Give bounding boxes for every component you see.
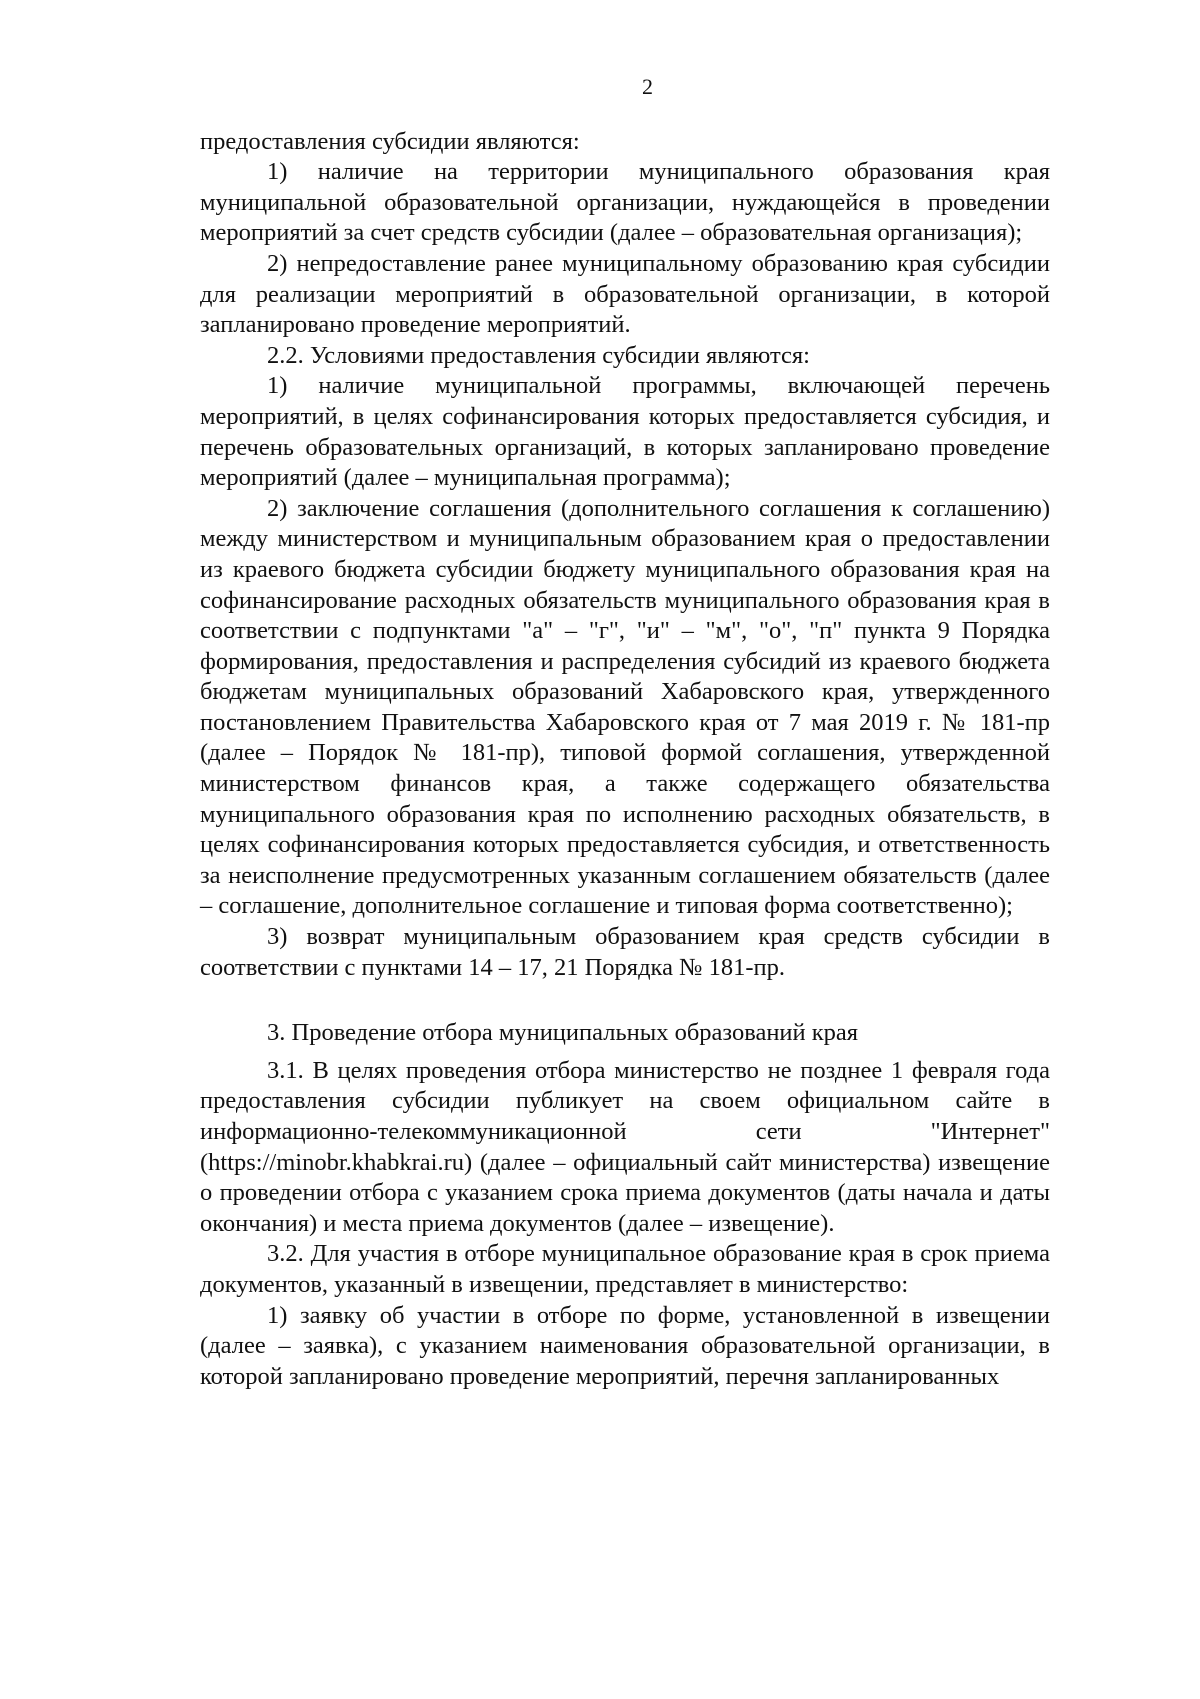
page-number: 2 [642,74,653,99]
section-title: 3. Проведение отбора муниципальных образований края [267,1019,859,1047]
paragraph-3-2-item-1: 1) заявку об участии в отборе по форме, установленной в извещении (далее – заявка), с указанием наименования образовательной организации, в которой запланировано проведение мероприятий, перечня запланированных [200,1301,1050,1390]
paragraph-3-2: 3.2. Для участия в отборе муниципальное образование края в срок приема документов, указанный в извещении, представляет в министерство: [200,1240,1050,1298]
document-page [200,72,1050,1392]
paragraph-criterion-1: 1) наличие на территории муниципального образования края муниципальной образовательной организации, нуждающейся в проведении мероприятий за счет средств субсидии (далее – образовательная организация); [200,158,1050,247]
paragraph-conditions-heading: 2.2. Условиями предоставления субсидии являются: [267,341,810,369]
paragraph-criterion-2: 2) непредоставление ранее муниципальному образованию края субсидии для реализации мероприятий в образовательной организации, в которой запланировано проведение мероприятий. [200,249,1050,339]
paragraph-intro: предоставления субсидии являются: [200,127,580,155]
paragraph-condition-3: 3) возврат муниципальным образованием края средств субсидии в соответствии с пунктами 14 – 17, 21 Порядка № 181-пр. [200,923,1050,981]
paragraph-condition-2: 2) заключение соглашения (дополнительного соглашения к соглашению) между министерством и муниципальным образованием края о предоставлении из краевого бюджета субсидии бюджету муниципального образования края на софинансирование расходных обязательств муниципального образования края в соответствии с подпунктами "а" – "г", "и" – "м", "о", "п" пункта 9 Порядка формирования, предоставления и распределения субсидий из краевого бюджета бюджетам муниципальных образований Хабаровского края, утвержденного постановлением Правительства Хабаровского края от 7 мая 2019 г. № 181-пр (далее – Порядок № 181-пр), типовой формой соглашения, утвержденной министерством финансов края, а также содержащего обязательства муниципального образования края по исполнению расходных обязательств, в целях софинансирования которых предоставляется субсидия, и ответственность за неисполнение предусмотренных указанным соглашением обязательств (далее – соглашение, дополнительное соглашение и типовая форма соответственно); [200,494,1050,920]
paragraph-3-1: 3.1. В целях проведения отбора министерство не позднее 1 февраля года предоставления субсидии публикует на своем официальном сайте в информационно-телекоммуникационной сети "Интернет" (https://minobr.khabkrai.ru) (далее – официальный сайт министерства) извещение о проведении отбора с указанием срока приема документов (даты начала и даты окончания) и места приема документов (далее – извещение). [200,1056,1050,1237]
paragraph-condition-1: 1) наличие муниципальной программы, включающей перечень мероприятий, в целях софинансирования которых предоставляется субсидия, и перечень образовательных организаций, в которых запланировано проведение мероприятий (далее – муниципальная программа); [200,372,1050,492]
